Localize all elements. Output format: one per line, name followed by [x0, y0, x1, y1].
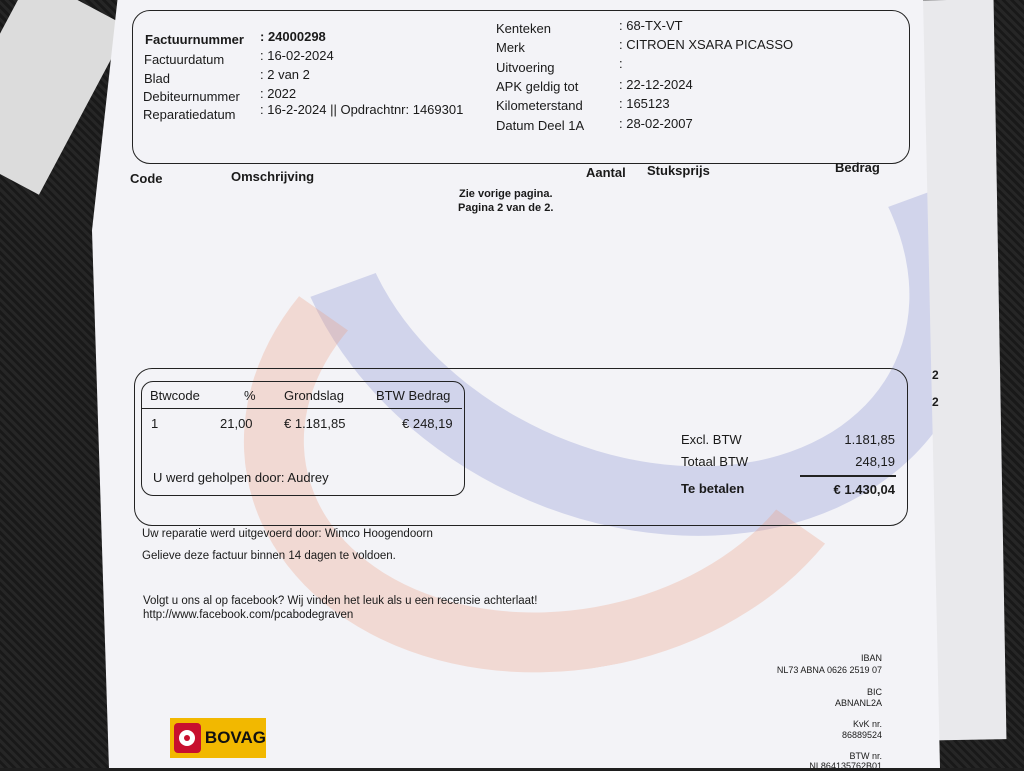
label-factuurdatum: Factuurdatum [144, 52, 225, 67]
column-omschrijving: Omschrijving [231, 169, 315, 184]
value-blad: : 2 van 2 [260, 67, 310, 82]
bovag-logo-icon [174, 723, 201, 753]
btw-nr-label: BTW nr. [849, 751, 882, 761]
value-merk: : CITROEN XSARA PICASSO [619, 37, 794, 52]
kvk-value: 86889524 [841, 730, 882, 740]
facebook-invite-text: Volgt u ons al op facebook? Wij vinden het leuk als u een recensie achterlaat! [143, 595, 538, 607]
label-debiteurnummer: Debiteurnummer [143, 89, 240, 104]
value-apk-geldig-tot: : 22-12-2024 [619, 77, 693, 92]
bic-value: ABNANL2A [834, 698, 882, 708]
label-kenteken: Kenteken [496, 21, 551, 36]
column-stuksprijs: Stuksprijs [647, 163, 710, 178]
bic-label: BIC [866, 687, 882, 697]
iban-value: NL73 ABNA 0626 2519 07 [776, 665, 882, 675]
column-bedrag: Bedrag [835, 160, 880, 175]
vat-header-percent: % [244, 388, 256, 403]
value-totaal-btw: 248,19 [855, 454, 895, 469]
value-kenteken: : 68-TX-VT [619, 18, 683, 33]
facebook-link[interactable]: http://www.facebook.com/pcabodegraven [143, 609, 354, 621]
value-excl-btw: 1.181,85 [844, 432, 895, 447]
label-apk-geldig-tot: APK geldig tot [496, 79, 579, 94]
iban-label: IBAN [860, 653, 882, 663]
label-excl-btw: Excl. BTW [681, 432, 742, 447]
page-note-page-count: Pagina 2 van de 2. [458, 202, 554, 214]
value-uitvoering: : [619, 56, 623, 71]
value-kilometerstand: : 165123 [619, 96, 670, 111]
label-uitvoering: Uitvoering [496, 60, 555, 75]
value-factuurdatum: : 16-02-2024 [260, 48, 334, 63]
label-factuurnummer: Factuurnummer [145, 32, 244, 47]
value-te-betalen: € 1.430,04 [833, 482, 895, 497]
label-merk: Merk [496, 40, 525, 55]
vat-row-code: 1 [151, 416, 159, 431]
value-reparatiedatum: : 16-2-2024 || Opdrachtnr: 1469301 [260, 102, 464, 117]
vat-row-grondslag: € 1.181,85 [284, 416, 346, 431]
totals-rule [800, 475, 896, 477]
btw-nr-value: NL864135762B01 [809, 761, 882, 771]
repaired-by-text: Uw reparatie werd uitgevoerd door: Wimco Hoogendoorn [142, 528, 433, 540]
vat-table-divider [142, 408, 462, 409]
vat-header-grondslag: Grondslag [284, 388, 344, 403]
vat-row-btw-bedrag: € 248,19 [402, 416, 453, 431]
page-note-previous: Zie vorige pagina. [459, 188, 553, 200]
label-datum-deel-1a: Datum Deel 1A [496, 118, 585, 133]
bovag-logo-text: BOVAG [204, 728, 266, 747]
label-blad: Blad [144, 71, 171, 86]
vat-row-percent: 21,00 [220, 416, 253, 431]
value-factuurnummer: : 24000298 [260, 29, 326, 44]
value-datum-deel-1a: : 28-02-2007 [619, 116, 693, 131]
label-totaal-btw: Totaal BTW [681, 454, 749, 469]
vat-header-btw-bedrag: BTW Bedrag [376, 388, 451, 403]
label-reparatiedatum: Reparatiedatum [143, 107, 236, 122]
helped-by-text: U werd geholpen door: Audrey [153, 470, 329, 485]
label-kilometerstand: Kilometerstand [496, 98, 583, 113]
bovag-logo [170, 718, 266, 758]
column-code: Code [130, 171, 163, 186]
side-sheet-number-1: 2 [932, 368, 939, 382]
kvk-label: KvK nr. [852, 719, 882, 729]
vat-header-btwcode: Btwcode [150, 388, 200, 403]
value-debiteurnummer: : 2022 [260, 86, 297, 101]
column-aantal: Aantal [586, 165, 626, 180]
side-sheet-number-2: 2 [932, 395, 939, 409]
payment-terms-text: Gelieve deze factuur binnen 14 dagen te voldoen. [142, 550, 396, 562]
label-te-betalen: Te betalen [681, 481, 745, 496]
